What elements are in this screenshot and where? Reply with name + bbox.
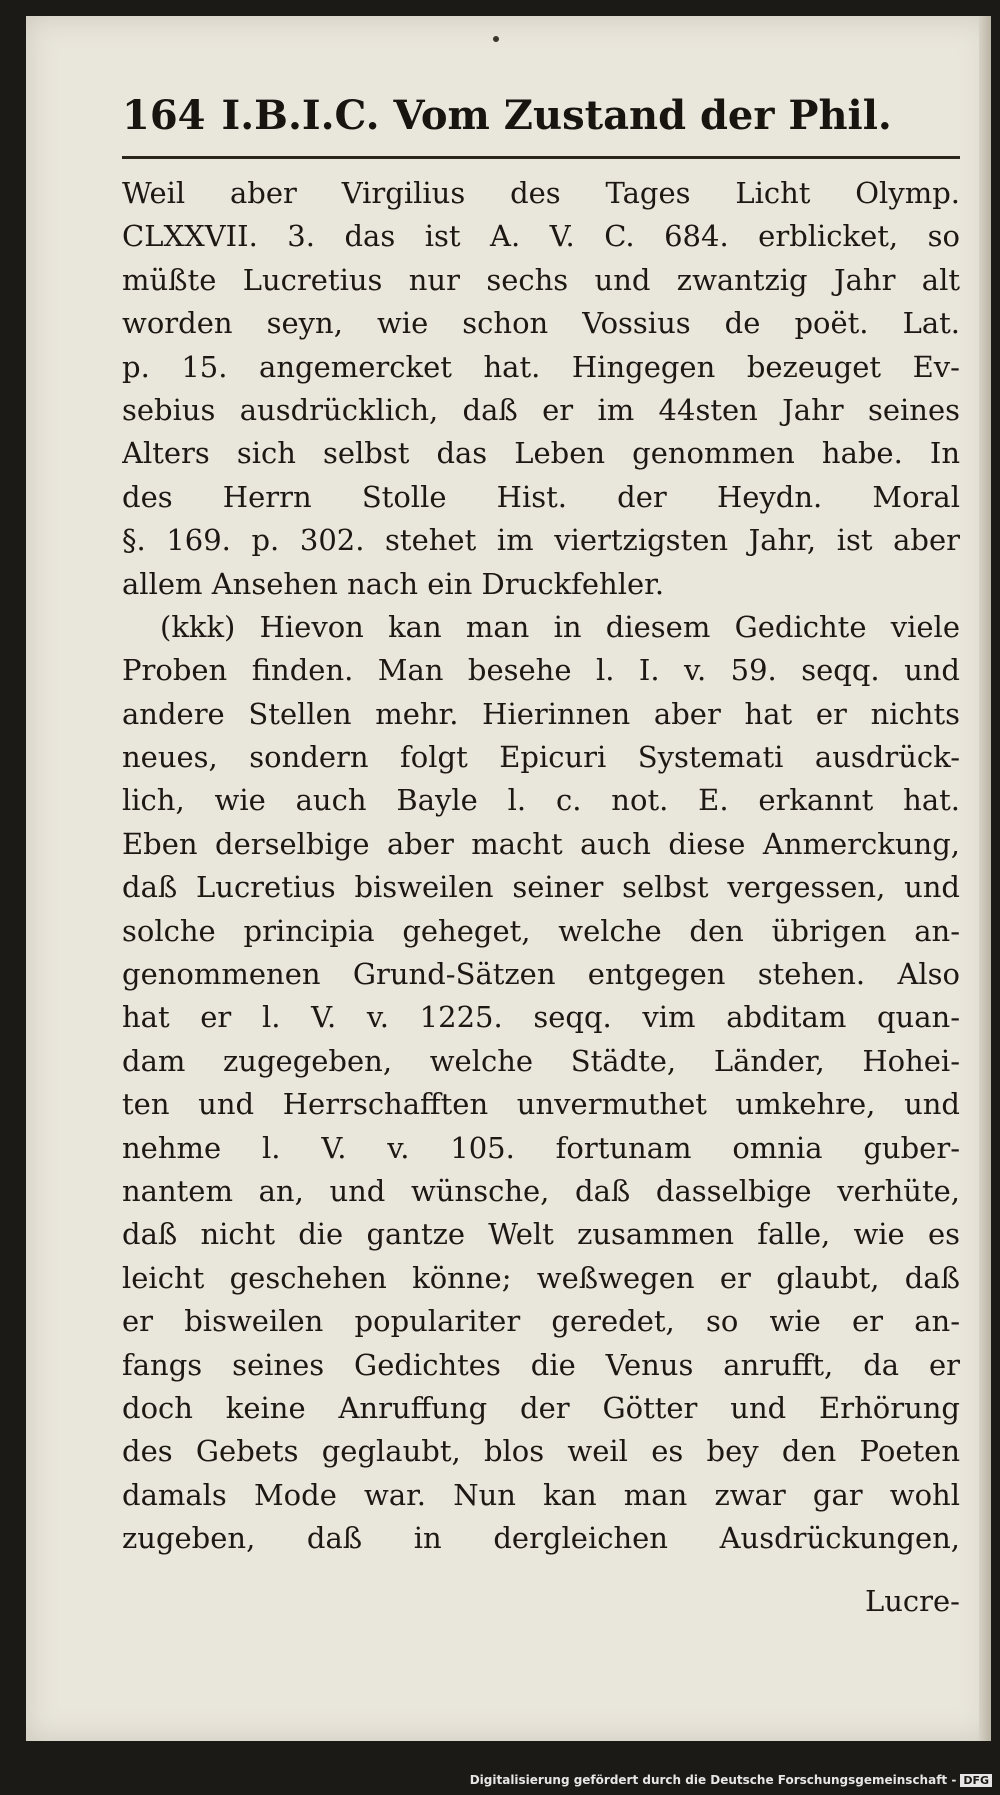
text-line: des Gebets geglaubt, blos weil es bey den Poeten <box>122 1434 960 1469</box>
page-number: 164 <box>122 92 206 139</box>
running-title: I.B.I.C. Vom Zustand der Phil. <box>221 92 892 139</box>
dfg-logo: DFG <box>960 1774 992 1787</box>
text-line: dam zugegeben, welche Städte, Länder, Hohei- <box>122 1043 960 1078</box>
text-line: allem Ansehen nach ein Druckfehler. <box>122 566 665 601</box>
text-line: hat er l. V. v. 1225. seqq. vim abditam quan- <box>122 1000 960 1035</box>
text-line: leicht geschehen könne; weßwegen er glaubt, daß <box>122 1260 960 1295</box>
page-edge <box>979 16 991 1741</box>
text-line: doch keine Anruffung der Götter und Erhörung <box>122 1390 960 1425</box>
credit-text: Digitalisierung gefördert durch die Deutsche Forschungsgemeinschaft - <box>469 1773 957 1787</box>
text-line: CLXXVII. 3. das ist A. V. C. 684. erblicket, so <box>122 219 960 254</box>
footnote-kkk-start: (kkk) Hievon kan man in diesem Gedichte viele <box>160 609 960 644</box>
text-line: solche principia geheget, welche den übrigen an- <box>122 913 960 948</box>
text-line: nantem an, und wünsche, daß dasselbige verhüte, <box>122 1173 960 1208</box>
header-rule <box>122 156 960 159</box>
running-header <box>122 86 960 146</box>
ink-dot <box>493 36 499 42</box>
text-line: ten und Herrschafften unvermuthet umkehre, und <box>122 1087 960 1122</box>
text-line: des Herrn Stolle Hist. der Heydn. Moral <box>122 479 960 514</box>
text-line: lich, wie auch Bayle l. c. not. E. erkannt hat. <box>122 783 960 818</box>
text-line: nehme l. V. v. 105. fortunam omnia guber- <box>122 1130 960 1165</box>
text-line: damals Mode war. Nun kan man zwar gar wohl <box>122 1477 960 1512</box>
body-text <box>122 172 960 1561</box>
text-line: Proben finden. Man besehe l. I. v. 59. seqq. und <box>122 653 960 688</box>
text-line: §. 169. p. 302. stehet im viertzigsten Jahr, ist aber <box>122 523 960 558</box>
text-line: er bisweilen populariter geredet, so wie er an- <box>122 1304 960 1339</box>
text-line: zugeben, daß in dergleichen Ausdrückungen, <box>122 1521 960 1556</box>
text-line: Eben derselbige aber macht auch diese Anmerckung, <box>122 826 960 861</box>
text-line: genommenen Grund-Sätzen entgegen stehen. Also <box>122 957 960 992</box>
text-line: neues, sondern folgt Epicuri Systemati ausdrück- <box>122 740 960 775</box>
text-line: Alters sich selbst das Leben genommen habe. In <box>122 436 960 471</box>
text-line: worden seyn, wie schon Vossius de poët. Lat. <box>122 306 960 341</box>
text-line: p. 15. angemercket hat. Hingegen bezeuget Ev- <box>122 349 960 384</box>
text-line: fangs seines Gedichtes die Venus anrufft, da er <box>122 1347 960 1382</box>
digitization-credit <box>0 1773 992 1787</box>
text-line: müßte Lucretius nur sechs und zwantzig Jahr alt <box>122 262 960 297</box>
text-line: andere Stellen mehr. Hierinnen aber hat er nichts <box>122 696 960 731</box>
catchword: Lucre- <box>864 1584 960 1618</box>
text-line: sebius ausdrücklich, daß er im 44sten Jahr seines <box>122 392 960 427</box>
text-line: daß Lucretius bisweilen seiner selbst vergessen, und <box>122 870 960 905</box>
text-line: Weil aber Virgilius des Tages Licht Olymp. <box>122 176 960 210</box>
text-line: daß nicht die gantze Welt zusammen falle, wie es <box>122 1217 960 1252</box>
